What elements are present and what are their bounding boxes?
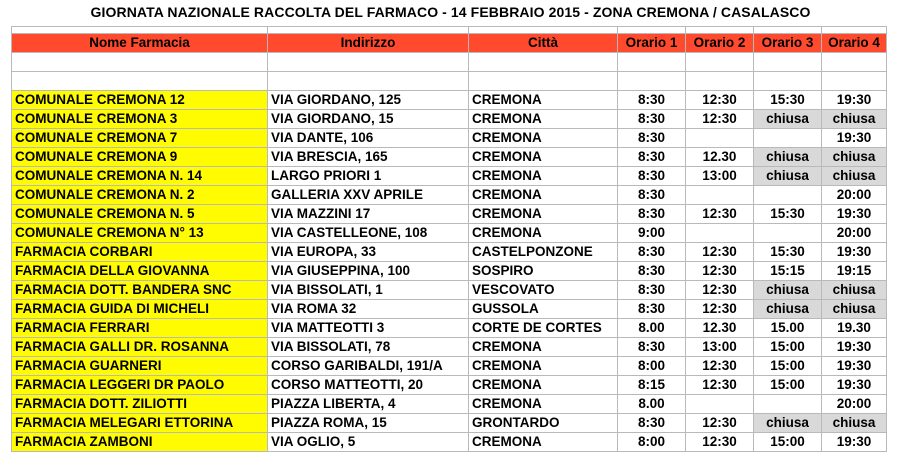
city-cell: CREMONA	[469, 167, 618, 186]
orario-3-cell: chiusa	[754, 281, 822, 300]
pharmacy-name-cell: COMUNALE CREMONA 3	[12, 110, 268, 129]
orario-4-cell: 19:30	[822, 376, 887, 395]
orario-4-cell: 19:30	[822, 357, 887, 376]
orario-3-cell: chiusa	[754, 414, 822, 433]
table-body	[12, 91, 887, 452]
pharmacy-name-cell: COMUNALE CREMONA N. 14	[12, 167, 268, 186]
orario-2-cell: 12:30	[686, 262, 754, 281]
orario-4-cell: 19:30	[822, 433, 887, 452]
orario-1-cell: 8:30	[618, 281, 686, 300]
pharmacy-name-cell: FARMACIA DOTT. ZILIOTTI	[12, 395, 268, 414]
pharmacy-name-cell: FARMACIA GUARNERI	[12, 357, 268, 376]
table-row	[12, 262, 887, 281]
orario-3-cell: 15:15	[754, 262, 822, 281]
orario-3-cell: 15:30	[754, 205, 822, 224]
header-address: Indirizzo	[268, 34, 469, 53]
orario-4-cell: 20:00	[822, 224, 887, 243]
city-cell: CREMONA	[469, 338, 618, 357]
spacer-row	[12, 27, 887, 34]
city-cell: CREMONA	[469, 110, 618, 129]
pharmacy-name-cell: FARMACIA DOTT. BANDERA SNC	[12, 281, 268, 300]
table-row	[12, 186, 887, 205]
pharmacy-name-cell: FARMACIA GUIDA DI MICHELI	[12, 300, 268, 319]
city-cell: GUSSOLA	[469, 300, 618, 319]
header-orario-2: Orario 2	[686, 34, 754, 53]
address-cell: VIA GIORDANO, 125	[268, 91, 469, 110]
pharmacy-name-cell: COMUNALE CREMONA 9	[12, 148, 268, 167]
table-row	[12, 300, 887, 319]
orario-3-cell	[754, 129, 822, 148]
orario-2-cell: 12:30	[686, 376, 754, 395]
orario-2-cell: 12.30	[686, 319, 754, 338]
city-cell: CREMONA	[469, 357, 618, 376]
orario-1-cell: 8:30	[618, 300, 686, 319]
page-title: GIORNATA NAZIONALE RACCOLTA DEL FARMACO - 14 FEBBRAIO 2015 - ZONA CREMONA / CASALASCO	[90, 4, 811, 20]
header-orario-4: Orario 4	[822, 34, 887, 53]
orario-1-cell: 8:30	[618, 243, 686, 262]
orario-3-cell	[754, 224, 822, 243]
address-cell: VIA OGLIO, 5	[268, 433, 469, 452]
header-row	[12, 34, 887, 53]
orario-2-cell: 12:30	[686, 433, 754, 452]
orario-1-cell: 8:30	[618, 110, 686, 129]
orario-1-cell: 8:00	[618, 433, 686, 452]
address-cell: VIA GIUSEPPINA, 100	[268, 262, 469, 281]
table-row	[12, 129, 887, 148]
orario-2-cell: 12:30	[686, 414, 754, 433]
orario-1-cell: 8:30	[618, 148, 686, 167]
address-cell: VIA EUROPA, 33	[268, 243, 469, 262]
orario-1-cell: 8.00	[618, 395, 686, 414]
orario-1-cell: 8:30	[618, 414, 686, 433]
address-cell: VIA CASTELLEONE, 108	[268, 224, 469, 243]
orario-4-cell: 20:00	[822, 186, 887, 205]
table-row	[12, 357, 887, 376]
orario-1-cell: 8.00	[618, 319, 686, 338]
orario-3-cell	[754, 395, 822, 414]
orario-3-cell: 15:00	[754, 376, 822, 395]
pharmacy-name-cell: FARMACIA CORBARI	[12, 243, 268, 262]
orario-4-cell: 20:00	[822, 395, 887, 414]
address-cell: VIA GIORDANO, 15	[268, 110, 469, 129]
city-cell: VESCOVATO	[469, 281, 618, 300]
table-row	[12, 338, 887, 357]
orario-2-cell	[686, 186, 754, 205]
header-orario-3: Orario 3	[754, 34, 822, 53]
orario-4-cell: 19:30	[822, 91, 887, 110]
pharmacy-name-cell: FARMACIA GALLI DR. ROSANNA	[12, 338, 268, 357]
orario-4-cell: chiusa	[822, 110, 887, 129]
orario-1-cell: 8:30	[618, 167, 686, 186]
city-cell: CREMONA	[469, 433, 618, 452]
city-cell: CREMONA	[469, 205, 618, 224]
table-row	[12, 91, 887, 110]
table-row	[12, 224, 887, 243]
pharmacy-name-cell: FARMACIA DELLA GIOVANNA	[12, 262, 268, 281]
orario-1-cell: 8:30	[618, 262, 686, 281]
orario-4-cell: 19:30	[822, 338, 887, 357]
orario-4-cell: chiusa	[822, 300, 887, 319]
city-cell: CREMONA	[469, 376, 618, 395]
orario-4-cell: chiusa	[822, 281, 887, 300]
address-cell: VIA MAZZINI 17	[268, 205, 469, 224]
header-city: Città	[469, 34, 618, 53]
orario-3-cell: 15:30	[754, 243, 822, 262]
orario-2-cell: 12.30	[686, 148, 754, 167]
address-cell: VIA BISSOLATI, 1	[268, 281, 469, 300]
orario-1-cell: 9:00	[618, 224, 686, 243]
orario-1-cell: 8:15	[618, 376, 686, 395]
orario-4-cell: 19.30	[822, 319, 887, 338]
address-cell: CORSO GARIBALDI, 191/A	[268, 357, 469, 376]
table-row	[12, 376, 887, 395]
orario-3-cell: 15:30	[754, 91, 822, 110]
orario-3-cell: 15:00	[754, 433, 822, 452]
table-row	[12, 110, 887, 129]
orario-1-cell: 8:30	[618, 338, 686, 357]
address-cell: VIA ROMA 32	[268, 300, 469, 319]
orario-2-cell: 12:30	[686, 91, 754, 110]
orario-1-cell: 8:30	[618, 91, 686, 110]
table-row	[12, 433, 887, 452]
pharmacy-name-cell: COMUNALE CREMONA 12	[12, 91, 268, 110]
orario-2-cell: 12:30	[686, 243, 754, 262]
pharmacy-name-cell: FARMACIA ZAMBONI	[12, 433, 268, 452]
orario-1-cell: 8:30	[618, 129, 686, 148]
pharmacy-name-cell: FARMACIA FERRARI	[12, 319, 268, 338]
orario-1-cell: 8:30	[618, 205, 686, 224]
table-row	[12, 148, 887, 167]
table-row	[12, 281, 887, 300]
table-row	[12, 243, 887, 262]
pharmacy-name-cell: FARMACIA MELEGARI ETTORINA	[12, 414, 268, 433]
orario-2-cell: 12:30	[686, 205, 754, 224]
orario-4-cell: chiusa	[822, 167, 887, 186]
table-row	[12, 414, 887, 433]
city-cell: CREMONA	[469, 186, 618, 205]
orario-2-cell: 12:30	[686, 110, 754, 129]
orario-3-cell: 15:00	[754, 338, 822, 357]
address-cell: VIA MATTEOTTI 3	[268, 319, 469, 338]
orario-3-cell	[754, 186, 822, 205]
orario-3-cell: 15.00	[754, 319, 822, 338]
city-cell: CREMONA	[469, 148, 618, 167]
city-cell: CREMONA	[469, 224, 618, 243]
empty-row	[12, 72, 887, 91]
pharmacy-name-cell: COMUNALE CREMONA N. 2	[12, 186, 268, 205]
orario-2-cell: 12:30	[686, 357, 754, 376]
address-cell: VIA BISSOLATI, 78	[268, 338, 469, 357]
pharmacy-table	[11, 26, 887, 452]
address-cell: PIAZZA ROMA, 15	[268, 414, 469, 433]
orario-4-cell: 19:15	[822, 262, 887, 281]
orario-1-cell: 8:00	[618, 357, 686, 376]
pharmacy-name-cell: COMUNALE CREMONA N. 5	[12, 205, 268, 224]
table-row	[12, 319, 887, 338]
header-name: Nome Farmacia	[12, 34, 268, 53]
orario-3-cell: chiusa	[754, 110, 822, 129]
address-cell: PIAZZA LIBERTA, 4	[268, 395, 469, 414]
table-row	[12, 167, 887, 186]
orario-2-cell: 12:30	[686, 281, 754, 300]
orario-3-cell: chiusa	[754, 167, 822, 186]
city-cell: CREMONA	[469, 91, 618, 110]
city-cell: CASTELPONZONE	[469, 243, 618, 262]
orario-4-cell: 19:30	[822, 243, 887, 262]
orario-2-cell	[686, 224, 754, 243]
orario-4-cell: chiusa	[822, 414, 887, 433]
address-cell: VIA BRESCIA, 165	[268, 148, 469, 167]
city-cell: CORTE DE CORTES	[469, 319, 618, 338]
pharmacy-name-cell: COMUNALE CREMONA N° 13	[12, 224, 268, 243]
empty-row	[12, 53, 887, 72]
orario-2-cell	[686, 129, 754, 148]
city-cell: SOSPIRO	[469, 262, 618, 281]
address-cell: GALLERIA XXV APRILE	[268, 186, 469, 205]
orario-3-cell: 15:00	[754, 357, 822, 376]
orario-4-cell: chiusa	[822, 148, 887, 167]
city-cell: CREMONA	[469, 129, 618, 148]
pharmacy-name-cell: COMUNALE CREMONA 7	[12, 129, 268, 148]
table-row	[12, 395, 887, 414]
orario-2-cell: 13:00	[686, 338, 754, 357]
table-row	[12, 205, 887, 224]
orario-3-cell: chiusa	[754, 148, 822, 167]
address-cell: LARGO PRIORI 1	[268, 167, 469, 186]
city-cell: CREMONA	[469, 395, 618, 414]
pharmacy-name-cell: FARMACIA LEGGERI DR PAOLO	[12, 376, 268, 395]
address-cell: CORSO MATTEOTTI, 20	[268, 376, 469, 395]
orario-1-cell: 8:30	[618, 186, 686, 205]
orario-2-cell: 12:30	[686, 300, 754, 319]
orario-2-cell: 13:00	[686, 167, 754, 186]
city-cell: GRONTARDO	[469, 414, 618, 433]
orario-4-cell: 19:30	[822, 205, 887, 224]
orario-3-cell: chiusa	[754, 300, 822, 319]
header-orario-1: Orario 1	[618, 34, 686, 53]
orario-4-cell: 19:30	[822, 129, 887, 148]
address-cell: VIA DANTE, 106	[268, 129, 469, 148]
orario-2-cell	[686, 395, 754, 414]
